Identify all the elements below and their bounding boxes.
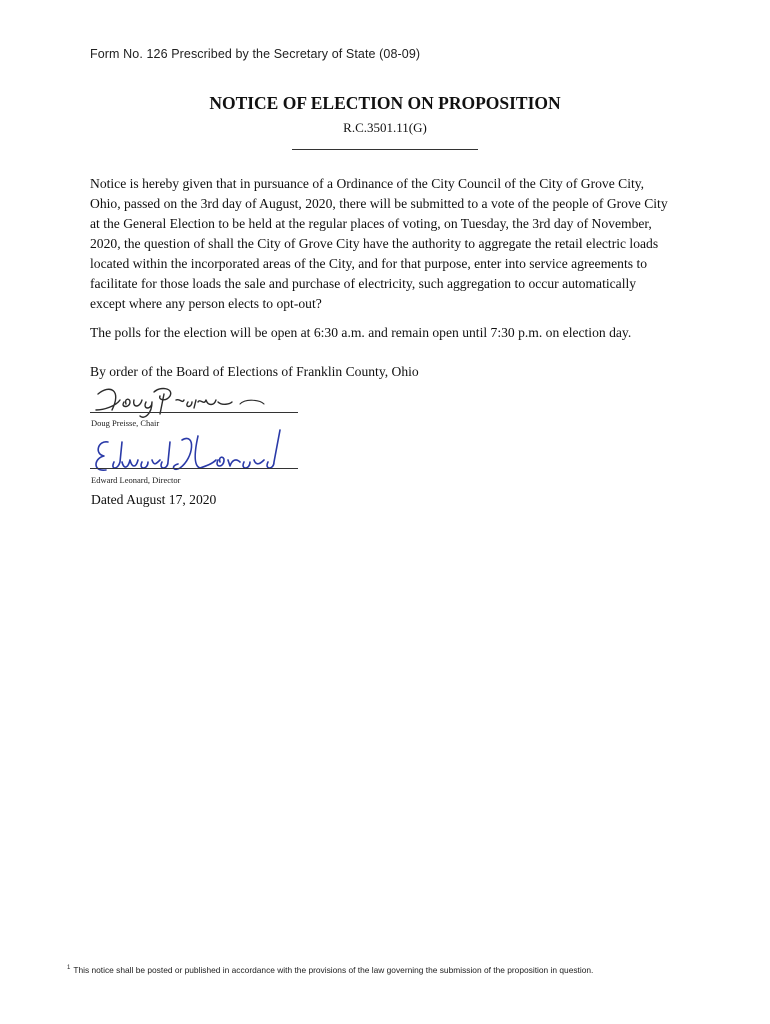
dated-line: Dated August 17, 2020 — [91, 492, 217, 507]
chair-name-caption: Doug Preisse, Chair — [91, 418, 160, 428]
chair-signature-line — [90, 412, 298, 413]
footnote — [67, 965, 593, 975]
director-signature-line — [90, 468, 298, 469]
footnote-text: This notice shall be posted or published in accordance with the provisions of the law governing the submission of the proposition in question. — [73, 965, 594, 975]
board-order-line: By order of the Board of Elections of Franklin County, Ohio — [90, 364, 419, 379]
footnote-marker: 1 — [67, 965, 71, 972]
title-rule — [292, 149, 478, 150]
document-title: NOTICE OF ELECTION ON PROPOSITION — [209, 93, 561, 113]
form-number-header: Form No. 126 Prescribed by the Secretary of State (08-09) — [90, 47, 421, 61]
chair-signature — [90, 380, 280, 420]
polls-hours-paragraph: The polls for the election will be open at 6:30 a.m. and remain open until 7:30 p.m. on election day. — [90, 325, 632, 340]
notice-paragraph: Notice is hereby given that in pursuance of a Ordinance of the City Council of the City of Grove City, Ohio, passed on the 3rd day of August, 2020, there will be submitted to a vote of the people of Grove City at the General Election to be held at the regular places of voting, on Tuesday, the 3rd day of November, 2020, the question of shall the City of Grove City have the authority to aggregate the retail electric loads located within the incorporated areas of the City, and for that purpose, enter into service agreements to facilitate for those loads the sale and purchase of electricity, such aggregation to occur automatically except where any person elects to opt-out? — [90, 176, 668, 311]
director-name-caption: Edward Leonard, Director — [91, 475, 181, 485]
statute-citation: R.C.3501.11(G) — [343, 120, 427, 135]
